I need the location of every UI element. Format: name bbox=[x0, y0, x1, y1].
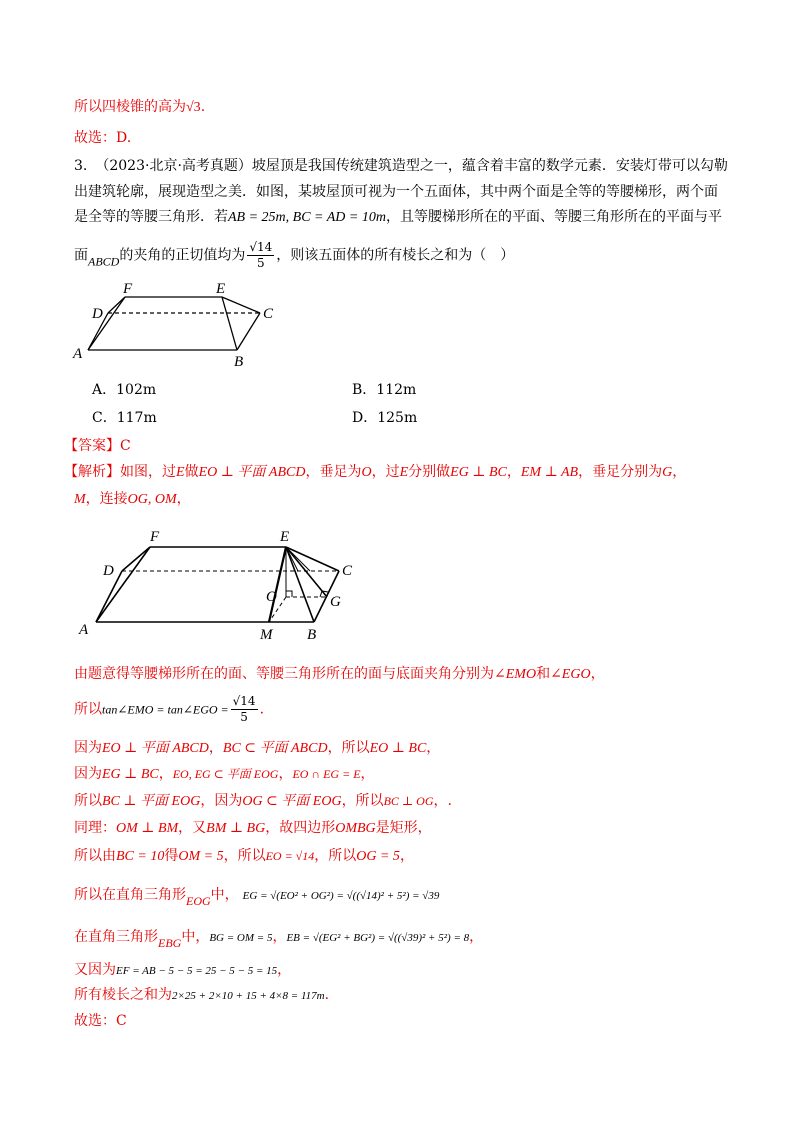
label-a: A bbox=[79, 622, 89, 638]
right-angle-o bbox=[286, 591, 292, 597]
step-2: 所以tan∠EMO = tan∠EGO = $\frac{√14}{5}$ . bbox=[74, 694, 265, 724]
label-d: D bbox=[103, 563, 114, 579]
option-a[interactable]: A．102m bbox=[92, 382, 157, 398]
answer-line bbox=[64, 436, 131, 456]
option-c[interactable]: C．117m bbox=[92, 410, 157, 426]
label-f: F bbox=[150, 529, 160, 545]
analysis-line-2: M，连接OG, OM， bbox=[74, 491, 191, 507]
question-line-3: 是全等的等腰三角形．若AB = 25m, BC = AD = 10m，且等腰梯形所在的平面、等腰三角形所在的平面与平 bbox=[74, 209, 722, 225]
label-e: E bbox=[216, 282, 226, 297]
label-c: C bbox=[342, 563, 353, 579]
edge-df bbox=[108, 297, 125, 313]
sqrt3-math: √3 bbox=[186, 100, 201, 115]
tangent-fraction: $\frac{√14}{5}$ bbox=[249, 240, 273, 270]
question-line-2: 出建筑轮廓，展现造型之美．如图，某坡屋顶可视为一个五面体，其中两个面是全等的等腰梯形，两个面 bbox=[74, 184, 718, 200]
option-b[interactable]: B．112m bbox=[352, 382, 417, 398]
step-8: 所以在直角三角形EOG中， EG = √(EO² + OG²) = √((√14)² + 5²) = √39 bbox=[74, 887, 440, 908]
conclusion-line: 所以四棱锥的高为√3. bbox=[74, 99, 206, 115]
answer-value: C bbox=[120, 438, 131, 454]
label-a: A bbox=[73, 346, 83, 362]
construction-figure bbox=[76, 524, 366, 646]
edge-bc bbox=[237, 313, 260, 350]
option-d[interactable]: D．125m bbox=[352, 410, 418, 426]
question-line-1: 3. （2023·北京·高考真题）坡屋顶是我国传统建筑造型之一，蕴含着丰富的数学元素．安装灯带可以勾勒 bbox=[74, 158, 728, 174]
answer-tag: 【答案】 bbox=[64, 438, 120, 454]
step-4: 因为EG ⊥ BC，EO, EG ⊂ 平面 EOG，EO ∩ EG = E， bbox=[74, 766, 375, 782]
pentahedron-figure bbox=[70, 282, 280, 372]
label-b: B bbox=[307, 627, 317, 643]
question-number: 3. bbox=[74, 158, 88, 174]
choice-line-d: 故选：D. bbox=[74, 130, 132, 146]
edge-af bbox=[88, 297, 125, 350]
label-g: G bbox=[330, 594, 341, 610]
label-f: F bbox=[123, 282, 133, 297]
label-e: E bbox=[280, 529, 290, 545]
edge-af bbox=[96, 547, 150, 622]
final-choice: 故选：C bbox=[74, 1013, 127, 1029]
edge-ec bbox=[222, 297, 260, 313]
label-b: B bbox=[234, 354, 244, 370]
analysis-tag: 【解析】 bbox=[64, 464, 120, 480]
question-source: （2023·北京·高考真题） bbox=[95, 158, 252, 174]
label-d: D bbox=[92, 306, 103, 322]
label-c: C bbox=[263, 306, 274, 322]
question-line-4: 面ABCD的夹角的正切值均为 $\frac{√14}{5}$ ，则该五面体的所有棱长之和为（ ） bbox=[74, 240, 515, 270]
step-10: 又因为EF = AB − 5 − 5 = 25 − 5 − 5 = 15， bbox=[74, 962, 292, 978]
segment-eg bbox=[286, 547, 327, 597]
step-5: 所以BC ⊥ 平面 EOG，因为OG ⊂ 平面 EOG，所以BC ⊥ OG，. bbox=[74, 793, 452, 809]
segment-em bbox=[269, 547, 286, 622]
label-o: O bbox=[266, 589, 277, 605]
edge-eb bbox=[222, 297, 237, 350]
step-11: 所有棱长之和为2×25 + 2×10 + 15 + 4×8 = 117m. bbox=[74, 987, 330, 1003]
label-m: M bbox=[260, 627, 273, 643]
plane-abcd-math: ABCD bbox=[88, 254, 120, 269]
length-condition-math: AB = 25m, BC = AD = 10m bbox=[228, 210, 386, 225]
step-1: 由题意得等腰梯形所在的面、等腰三角形所在的面与底面夹角分别为∠EMO和∠EGO， bbox=[74, 666, 605, 682]
step-6: 同理：OM ⊥ BM，又BM ⊥ BG，故四边形OMBG是矩形， bbox=[74, 820, 432, 836]
step-3: 因为EO ⊥ 平面 ABCD，BC ⊂ 平面 ABCD，所以EO ⊥ BC， bbox=[74, 740, 441, 756]
step-9: 在直角三角形EBG中，BG = OM = 5，EB = √(EG² + BG²) = √((√39)² + 5²) = 8， bbox=[74, 929, 484, 950]
step-7: 所以由BC = 10得OM = 5，所以EO = √14，所以OG = 5， bbox=[74, 848, 414, 864]
analysis-line-1: 【解析】如图，过E做EO ⊥ 平面 ABCD，垂足为O，过E分别做EG ⊥ BC，EM ⊥ AB，垂足分别为G， bbox=[64, 464, 687, 480]
segment-aux-1 bbox=[286, 547, 310, 571]
